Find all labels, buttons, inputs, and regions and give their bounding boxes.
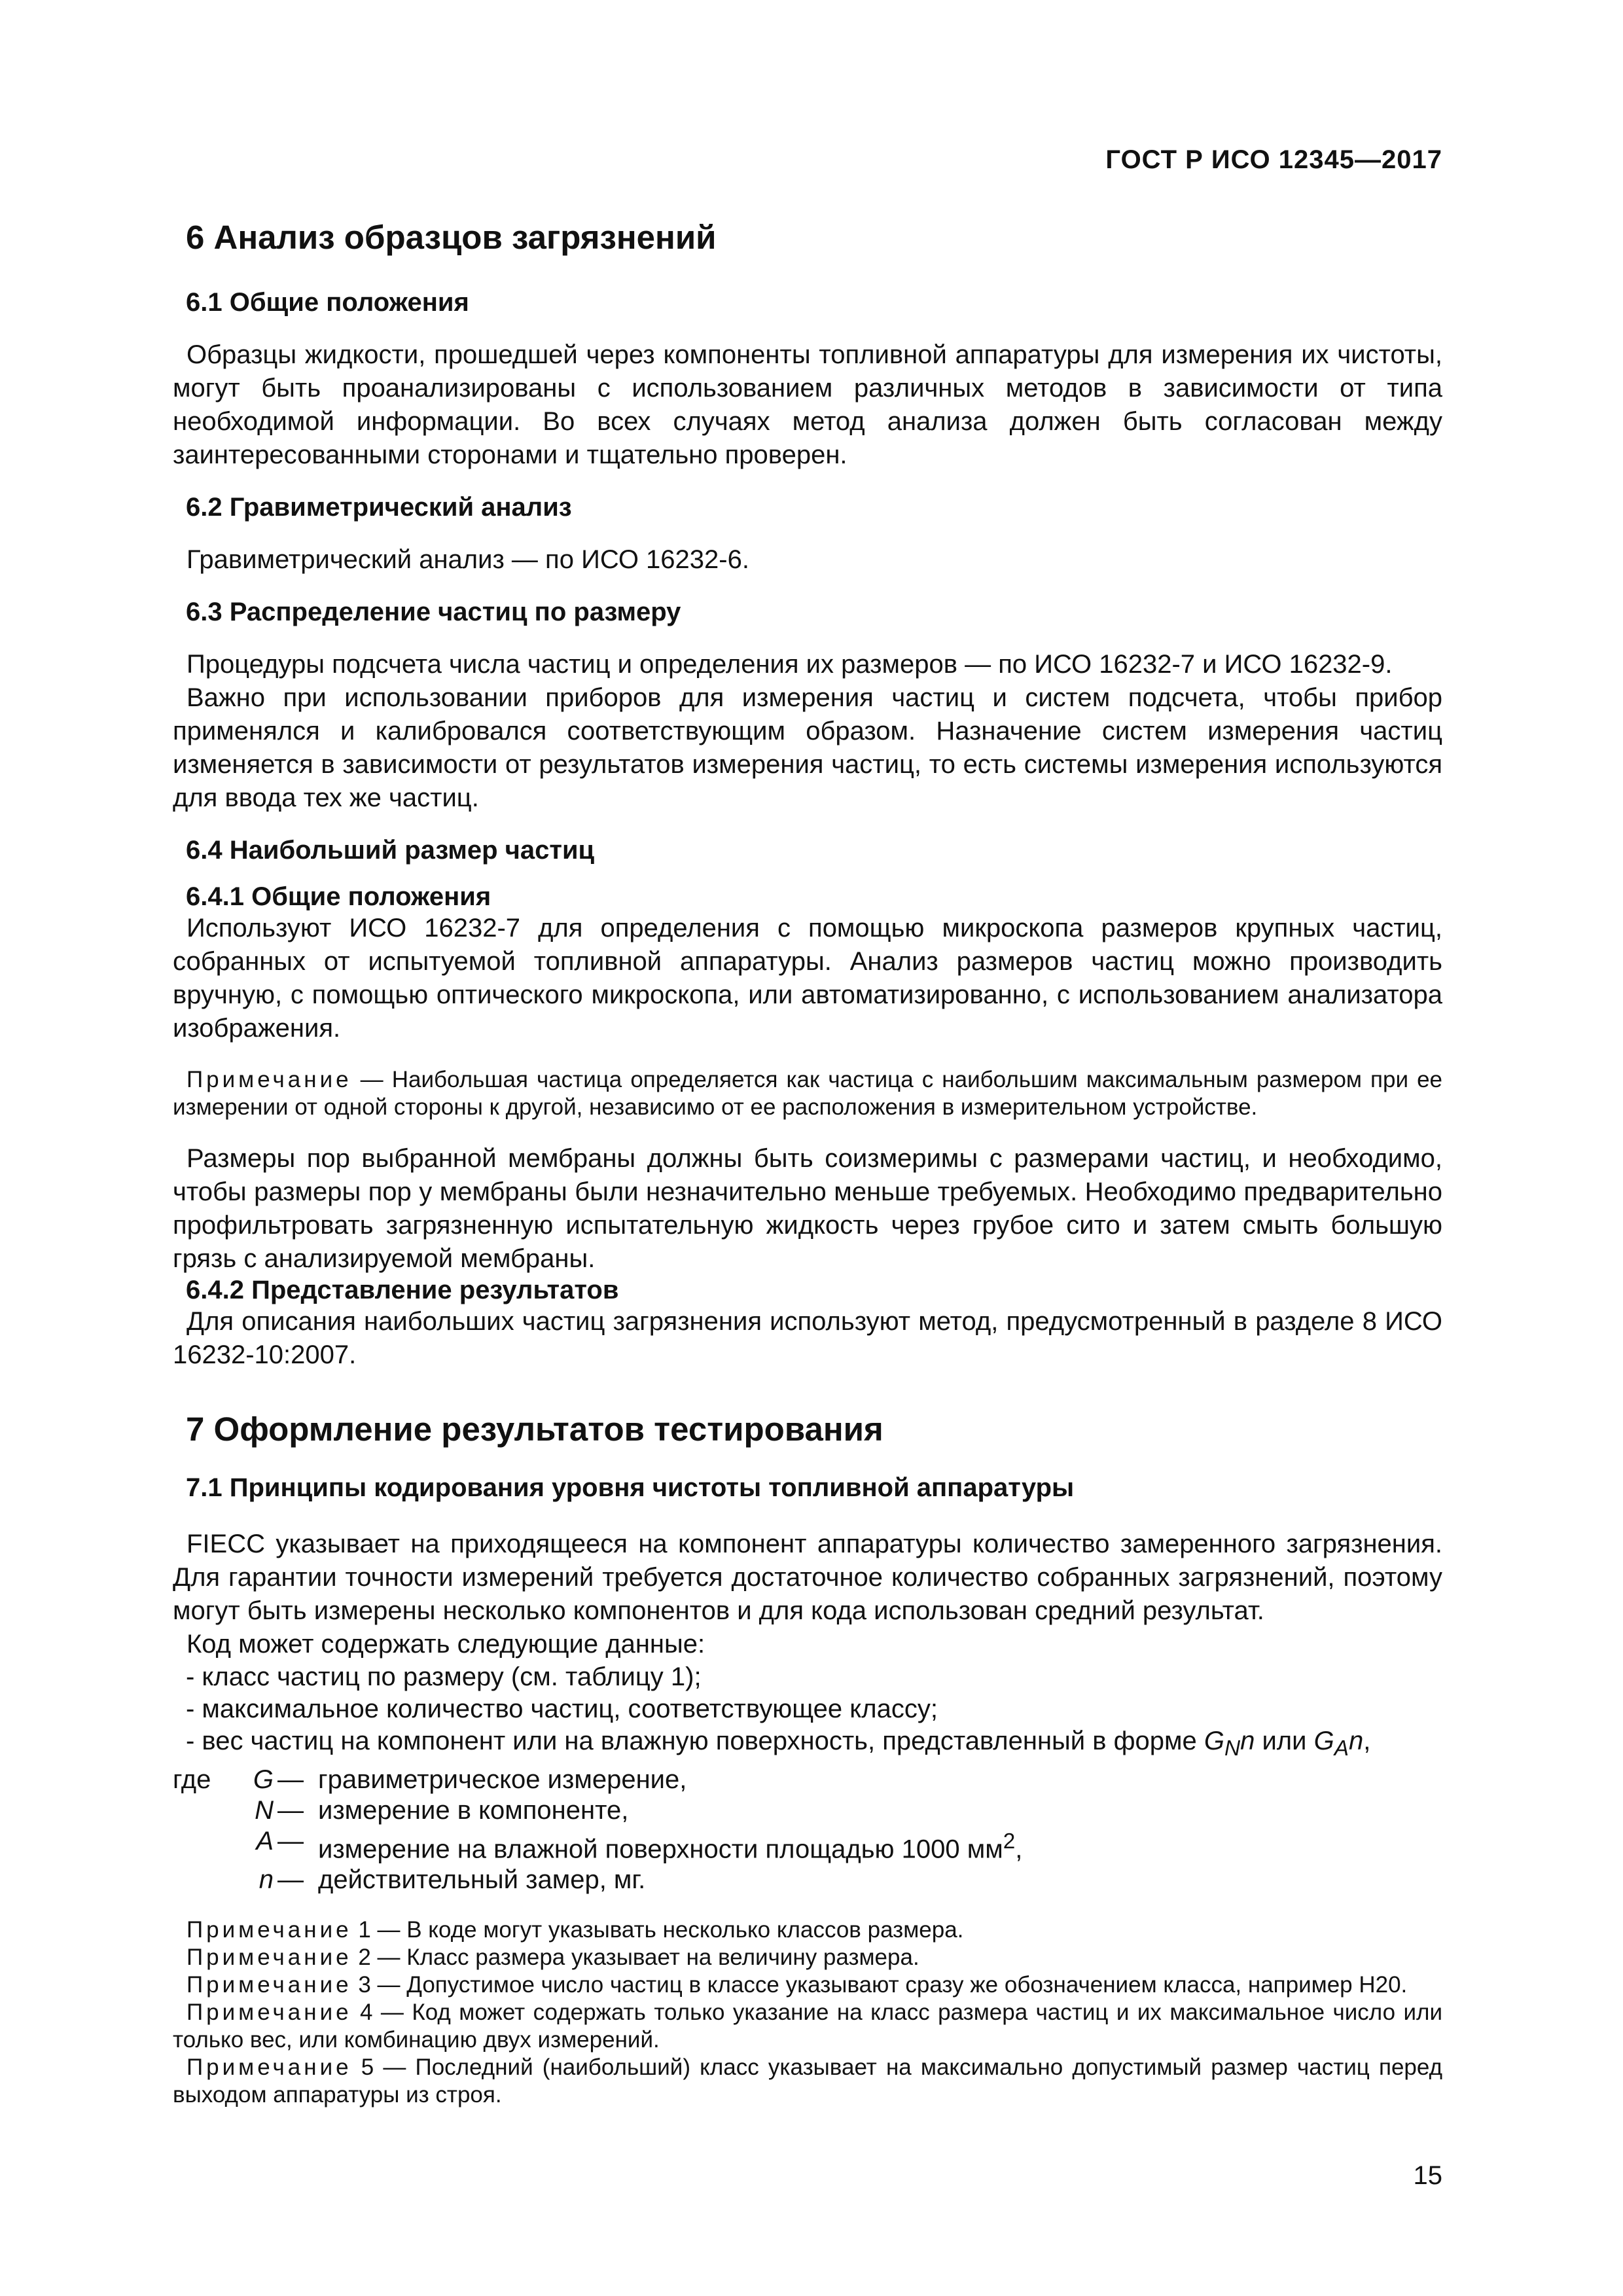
code-data-list (173, 1661, 1442, 1765)
section-6-3-heading: 6.3 Распределение частиц по размеру (186, 598, 681, 626)
document-code-header: ГОСТ Р ИСО 12345—2017 (1105, 145, 1442, 174)
section-7-1-paragraph-1: FIECC указывает на приходящееся на компонент аппаратуры количество замеренного загрязнения. Для гарантии точности измерений требуется достаточное количество собранных загрязнений, поэтому могут быть измерены несколько компонентов и для кода использован средний результат. (173, 1530, 1442, 1625)
section-6-4-heading: 6.4 Наибольший размер частиц (186, 836, 595, 865)
section-6-4-1-paragraph-2: Размеры пор выбранной мембраны должны быть соизмеримы с размерами частиц, и необходимо, чтобы размеры пор у мембраны были незначительно меньше требуемых. Необходимо предварительно профильтровать загрязненную испытательную жидкость через грубое сито и затем смыть большую грязь с анализируемой мембраны. (173, 1144, 1442, 1273)
list-item: - класс частиц по размеру (см. таблицу 1); (186, 1662, 702, 1691)
page-number: 15 (1413, 2161, 1442, 2190)
section-6-1-heading: 6.1 Общие положения (186, 288, 469, 317)
definition-row: N — измерение в компоненте, (255, 1796, 629, 1825)
section-6-3-paragraph-1: Процедуры подсчета числа частиц и определения их размеров — по ИСО 16232-7 и ИСО 16232-9. (187, 650, 1393, 679)
note-3: Примечание 3 — Допустимое число частиц в классе указывают сразу же обозначением класса, например Н20. (187, 1972, 1408, 1998)
definition-row: A — измерение на влажной поверхности площадью 1000 $мм^2$, (256, 1827, 1023, 1864)
section-7-1-notes (173, 1916, 1442, 2109)
section-6-1-paragraph: Образцы жидкости, прошедшей через компоненты топливной аппаратуры для измерения их чистоты, могут быть проанализированы с использованием различных методов в зависимости от типа необходимой информации. Во всех случаях метод анализа должен быть согласован между заинтересованными сторонами и тщательно проверен. (173, 340, 1442, 469)
section-6-4-1-note (173, 1066, 1442, 1121)
section-6-4-1-heading: 6.4.1 Общие положения (186, 882, 491, 911)
note-text: — Наибольшая частица определяется как частица с наибольшим максимальным размером при ее измерении от одной стороны к другой, независимо от ее расположения в измерительном устройстве. (173, 1067, 1442, 1120)
section-6-4-2-heading: 6.4.2 Представление результатов (186, 1276, 619, 1304)
list-item: - максимальное количество частиц, соответствующее классу; (186, 1695, 938, 1723)
note-2: Примечание 2 — Класс размера указывает на величину размера. (187, 1945, 919, 1971)
section-6-3-paragraph-2: Важно при использовании приборов для измерения частиц и систем подсчета, чтобы прибор применялся и калибровался соответствующим образом. Назначение систем измерения частиц изменяется в зависимости от результатов измерения частиц, то есть системы измерения используются для ввода тех же частиц. (173, 683, 1442, 812)
section-6-4-2-paragraph: Для описания наибольших частиц загрязнения используют метод, предусмотренный в разделе 8 ИСО 16232-10:2007. (173, 1307, 1442, 1369)
page-content (173, 141, 1442, 2109)
note-1: Примечание 1 — В коде могут указывать несколько классов размера. (187, 1917, 964, 1943)
section-6-heading: 6 Анализ образцов загрязнений (186, 219, 717, 256)
section-6-4-1-paragraph-1: Используют ИСО 16232-7 для определения с помощью микроскопа размеров крупных частиц, собранных от испытуемой топливной аппаратуры. Анализ размеров частиц можно производить вручную, с помощью оптического микроскопа, или автоматизированно, с использованием анализатора изображения. (173, 914, 1442, 1043)
section-7-1-paragraph-2: Код может содержать следующие данные: (187, 1630, 705, 1659)
note-label: Примечание (187, 1067, 352, 1092)
where-label: где (173, 1765, 211, 1794)
definition-row: где G — гравиметрическое измерение, (173, 1765, 687, 1794)
definition-row: n — действительный замер, мг. (259, 1865, 646, 1895)
section-6-2-heading: 6.2 Гравиметрический анализ (186, 493, 572, 522)
note-4: Примечание 4 — Код может содержать только указание на класс размера частиц и их максимальное число или только вес, или комбинацию двух измерений. (173, 2000, 1442, 2053)
section-7-heading: 7 Оформление результатов тестирования (186, 1410, 883, 1448)
symbol-definitions (173, 1765, 1442, 1895)
note-5: Примечание 5 — Последний (наибольший) класс указывает на максимально допустимый размер частиц перед выходом аппаратуры из строя. (173, 2054, 1442, 2108)
section-6-2-paragraph: Гравиметрический анализ — по ИСО 16232-6. (187, 545, 749, 574)
list-item: - вес частиц на компонент или на влажную поверхность, представленный в форме $G_Nn$ или $G_An$, (186, 1727, 1371, 1761)
section-7-1-heading: 7.1 Принципы кодирования уровня чистоты топливной аппаратуры (186, 1473, 1075, 1502)
